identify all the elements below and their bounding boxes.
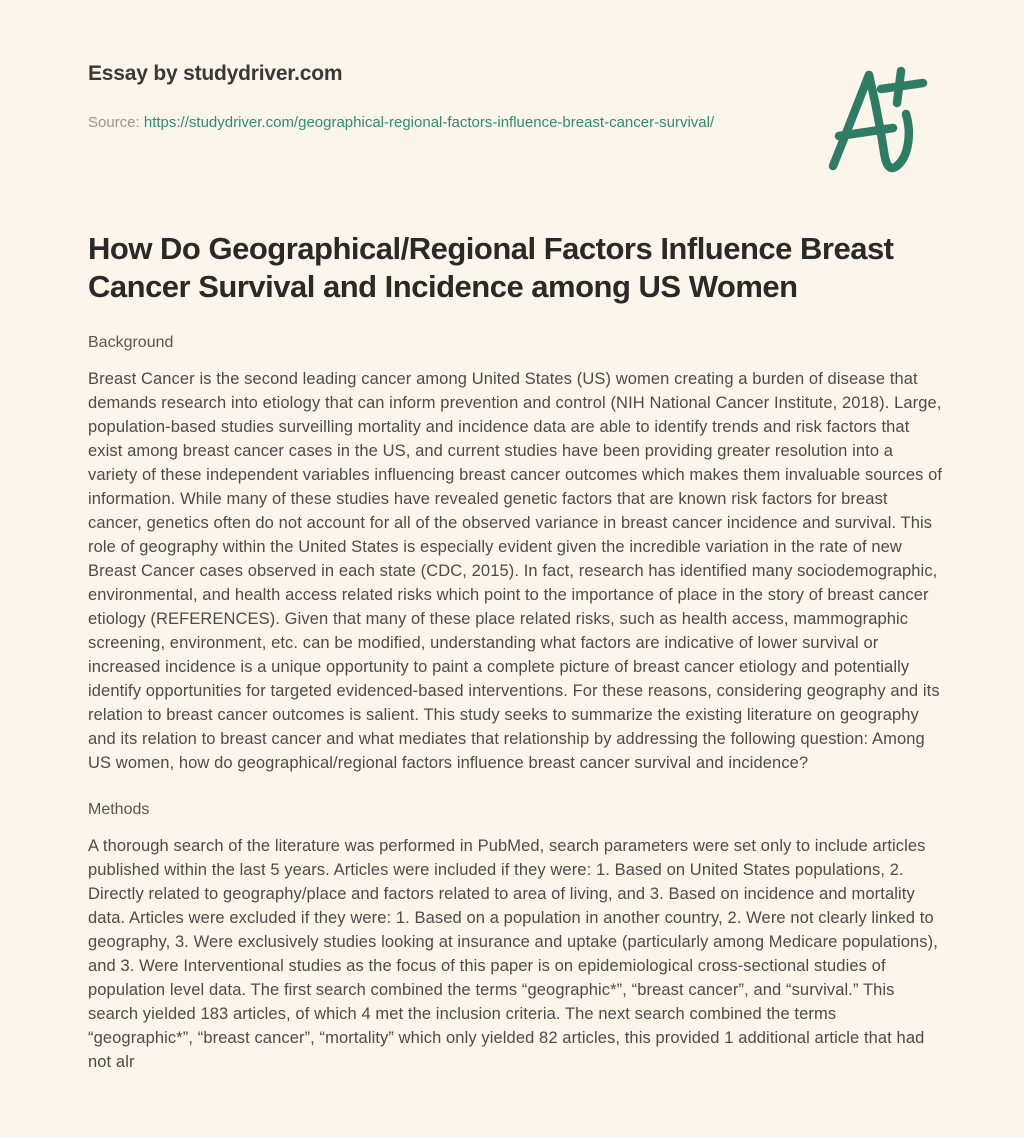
article [88,230,943,1074]
source-line [88,110,733,136]
article-title [88,230,943,306]
byline: Essay by studydriver.com [88,62,343,85]
paragraph-methods: A thorough search of the literature was performed in PubMed, search parameters were set only to include articles published within the last 5 years. Articles were included if they were: 1. Based on United States populations, 2. Directly related to geography/place and factors related to area of living, and 3. Based on incidence and mortality data. Articles were excluded if they were: 1. Based on a population in another country, 2. Were not clearly linked to geography, 3. Were exclusively studies looking at insurance and uptake (particularly among Medicare populations), and 3. Were Interventional studies as the focus of this paper is on epidemiological cross-sectional studies of population level data. The first search combined the terms “geographic*”, “breast cancer”, and “survival.” This search yielded 183 articles, of which 4 met the inclusion criteria. The next search combined the terms “geographic*”, “breast cancer”, “mortality” which only yielded 82 articles, this provided 1 additional article that had not alr [88,837,938,1071]
source-label: Source: [88,114,140,131]
section-heading-background: Background [88,334,174,351]
a-plus-logo-icon [826,62,936,177]
article-title-line-2: Cancer Survival and Incidence among US Women [88,269,798,304]
article-title-line-1: How Do Geographical/Regional Factors Influence Breast [88,231,894,266]
header [88,62,1024,136]
section-heading-methods: Methods [88,801,150,818]
source-link[interactable]: https://studydriver.com/geographical-regional-factors-influence-breast-cancer-survival/ [143,114,715,131]
paragraph-background: Breast Cancer is the second leading cancer among United States (US) women creating a burden of disease that demands research into etiology that can inform prevention and control (NIH National Cancer Institute, 2018). Large, population-based studies surveilling mortality and incidence data are able to identify trends and risk factors that exist among breast cancer cases in the US, and current studies have been providing greater resolution into a variety of these independent variables influencing breast cancer outcomes which makes them invaluable sources of information. While many of these studies have revealed genetic factors that are known risk factors for breast cancer, genetics often do not account for all of the observed variance in breast cancer incidence and survival. This role of geography within the United States is especially evident given the incredible variation in the rate of new Breast Cancer cases observed in each state (CDC, 2015). In fact, research has identified many sociodemographic, environmental, and health access related risks which point to the importance of place in the story of breast cancer etiology (REFERENCES). Given that many of these place related risks, such as health access, mammographic screening, environment, etc. can be modified, understanding what factors are indicative of lower survival or increased incidence is a unique opportunity to paint a complete picture of breast cancer etiology and potentially identify opportunities for targeted evidenced-based interventions. For these reasons, considering geography and its relation to breast cancer outcomes is salient. This study seeks to summarize the existing literature on geography and its relation to breast cancer and what mediates that relationship by addressing the following question: Among US women, how do geographical/regional factors influence breast cancer survival and incidence? [88,370,943,772]
